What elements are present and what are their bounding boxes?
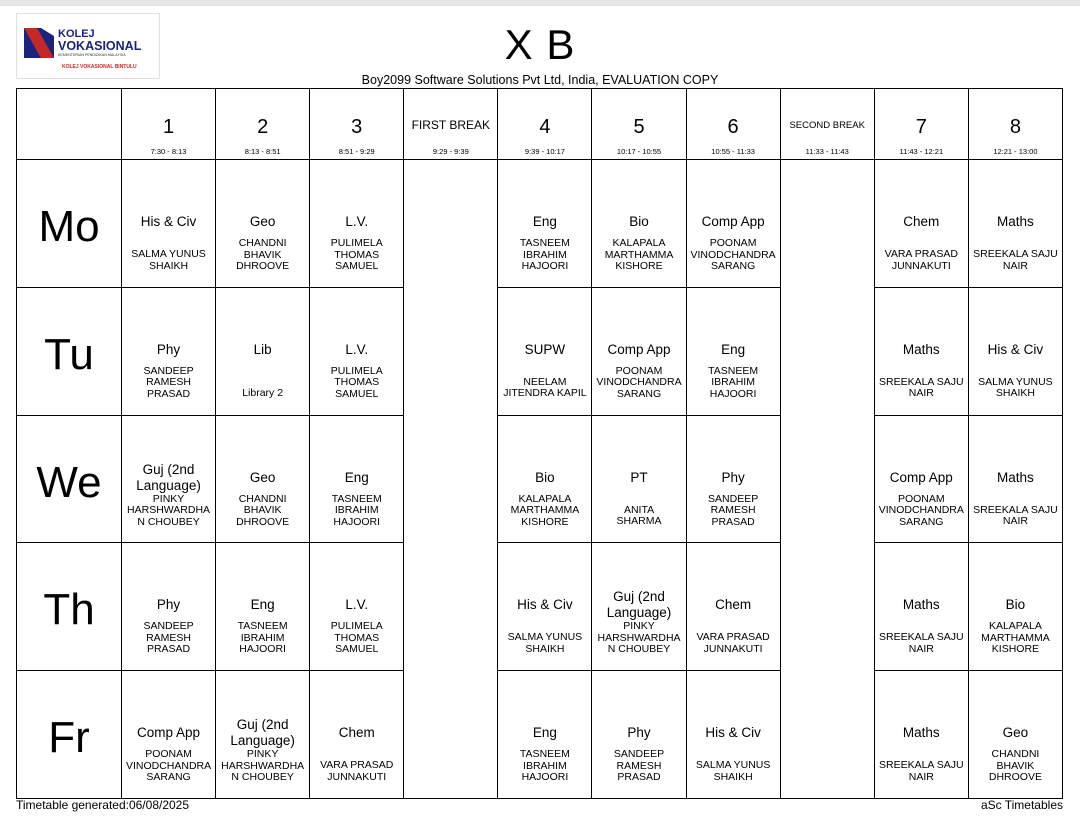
lesson-cell bbox=[592, 287, 686, 415]
subject-name: Chem bbox=[338, 725, 375, 741]
period-header bbox=[874, 89, 968, 160]
teacher-name: KALAPALA MARTHAMMA KISHORE bbox=[981, 620, 1050, 656]
teacher-name: SREEKALA SAJU NAIR bbox=[973, 503, 1058, 528]
subject-name: Maths bbox=[902, 597, 940, 613]
lesson-cell bbox=[216, 671, 310, 799]
lesson-cell bbox=[498, 415, 592, 543]
teacher-name: PULIMELA THOMAS SAMUEL bbox=[330, 364, 383, 400]
period-time: 10:17 - 10:55 bbox=[616, 147, 662, 156]
teacher-name: PINKY HARSHWARDHA N CHOUBEY bbox=[221, 748, 305, 784]
day-name: We bbox=[36, 457, 102, 507]
subject-name: Eng bbox=[344, 469, 369, 485]
day-name: Fr bbox=[48, 713, 90, 763]
subject-name: Comp App bbox=[701, 214, 765, 229]
teacher-name: POONAM VINODCHANDRA SARANG bbox=[690, 237, 776, 272]
lesson-cell bbox=[874, 543, 968, 671]
period-number: 2 bbox=[257, 116, 269, 138]
period-time: 7:30 - 8:13 bbox=[150, 147, 187, 156]
break-label: FIRST BREAK bbox=[411, 118, 491, 132]
period-time: 10:55 - 11:33 bbox=[711, 147, 755, 156]
lesson-cell bbox=[968, 671, 1062, 799]
subject-name: L.V. bbox=[345, 341, 369, 357]
period-number: 5 bbox=[633, 116, 645, 138]
day-row bbox=[17, 415, 1063, 543]
subject-name: Eng bbox=[532, 214, 557, 229]
subject-name: Bio bbox=[1005, 597, 1026, 613]
evaluation-notice: Boy2099 Software Solutions Pvt Ltd, India, EVALUATION COPY bbox=[361, 73, 719, 87]
subject-name: Comp App bbox=[889, 469, 953, 485]
teacher-name: ANITA SHARMA bbox=[616, 503, 662, 528]
teacher-name: SREEKALA SAJU NAIR bbox=[878, 375, 964, 400]
svg-text:KOLEJ: KOLEJ bbox=[58, 28, 95, 40]
teacher-name: POONAM VINODCHANDRA SARANG bbox=[125, 748, 212, 784]
teacher-name: SREEKALA SAJU NAIR bbox=[973, 248, 1058, 272]
break-column bbox=[780, 160, 874, 799]
period-number: 3 bbox=[351, 116, 363, 138]
lesson-cell bbox=[310, 415, 404, 543]
teacher-name: SREEKALA SAJU NAIR bbox=[878, 759, 964, 783]
period-header bbox=[310, 89, 404, 160]
subject-name: Eng bbox=[721, 341, 746, 357]
lesson-cell bbox=[216, 287, 310, 415]
period-header bbox=[686, 89, 780, 160]
lesson-cell bbox=[122, 160, 216, 288]
break-header bbox=[404, 89, 498, 160]
teacher-name: CHANDNI BHAVIK DHROOVE bbox=[236, 237, 290, 272]
lesson-cell bbox=[216, 415, 310, 543]
day-row bbox=[17, 671, 1063, 799]
subject-name: Maths bbox=[997, 214, 1034, 229]
day-row bbox=[17, 543, 1063, 671]
svg-text:KEMENTERIAN PENDIDIKAN MALAYSI: KEMENTERIAN PENDIDIKAN MALAYSIA bbox=[58, 53, 126, 57]
teacher-name: CHANDNI BHAVIK DHROOVE bbox=[988, 748, 1042, 784]
teacher-name: SANDEEP RAMESH PRASAD bbox=[143, 364, 194, 400]
teacher-name: TASNEEM IBRAHIM HAJOORI bbox=[519, 748, 570, 784]
period-number: 8 bbox=[1009, 116, 1021, 138]
lesson-cell bbox=[498, 160, 592, 288]
lesson-cell bbox=[686, 160, 780, 288]
day-label-cell bbox=[17, 543, 122, 671]
day-label-cell bbox=[17, 287, 122, 415]
teacher-name: KALAPALA MARTHAMMA KISHORE bbox=[510, 492, 580, 528]
top-strip bbox=[0, 0, 1080, 6]
break-label: SECOND BREAK bbox=[789, 120, 865, 131]
lesson-cell bbox=[216, 543, 310, 671]
period-header bbox=[122, 89, 216, 160]
teacher-name: SANDEEP RAMESH PRASAD bbox=[143, 620, 194, 656]
svg-text:KOLEJ VOKASIONAL BINTULU: KOLEJ VOKASIONAL BINTULU bbox=[62, 64, 137, 70]
teacher-name: TASNEEM IBRAHIM HAJOORI bbox=[519, 237, 570, 272]
period-header-row bbox=[17, 89, 1063, 160]
subject-name: Eng bbox=[532, 725, 557, 741]
subject-name: Maths bbox=[902, 725, 940, 741]
teacher-name: VARA PRASAD JUNNAKUTI bbox=[320, 759, 394, 783]
teacher-name: SALMA YUNUS SHAIKH bbox=[131, 248, 206, 272]
lesson-cell bbox=[310, 671, 404, 799]
day-row bbox=[17, 160, 1063, 288]
subject-name: Comp App bbox=[607, 341, 671, 357]
teacher-name: SREEKALA SAJU NAIR bbox=[878, 631, 964, 655]
teacher-name: PULIMELA THOMAS SAMUEL bbox=[330, 620, 383, 656]
teacher-name: VARA PRASAD JUNNAKUTI bbox=[696, 631, 770, 655]
lesson-cell bbox=[122, 671, 216, 799]
timetable-grid bbox=[16, 88, 1063, 799]
corner-cell bbox=[17, 89, 122, 160]
lesson-cell bbox=[874, 287, 968, 415]
subject-name: SUPW bbox=[524, 341, 566, 357]
subject-name: PT bbox=[630, 469, 648, 485]
subject-name: Lib bbox=[253, 341, 272, 357]
teacher-name: NEELAM JITENDRA KAPIL bbox=[503, 375, 587, 400]
teacher-name: PULIMELA THOMAS SAMUEL bbox=[330, 237, 383, 272]
subject-name: L.V. bbox=[345, 597, 369, 613]
lesson-cell bbox=[686, 287, 780, 415]
subject-name: His & Civ bbox=[140, 214, 197, 229]
subject-name: Eng bbox=[250, 597, 275, 613]
day-name: Th bbox=[43, 585, 95, 635]
lesson-cell bbox=[498, 287, 592, 415]
lesson-cell bbox=[310, 543, 404, 671]
lesson-cell bbox=[874, 671, 968, 799]
subject-name: His & Civ bbox=[987, 341, 1044, 357]
teacher-name: SANDEEP RAMESH PRASAD bbox=[708, 492, 759, 528]
lesson-cell bbox=[968, 287, 1062, 415]
period-time: 12:21 - 13:00 bbox=[993, 147, 1038, 156]
teacher-name: SALMA YUNUS SHAIKH bbox=[978, 375, 1053, 400]
lesson-cell bbox=[686, 543, 780, 671]
teacher-name: CHANDNI BHAVIK DHROOVE bbox=[236, 492, 290, 528]
software-brand: aSc Timetables bbox=[980, 798, 1063, 812]
lesson-cell bbox=[498, 671, 592, 799]
subject-name: L.V. bbox=[345, 214, 369, 229]
subject-name: His & Civ bbox=[705, 725, 761, 741]
lesson-cell bbox=[686, 415, 780, 543]
teacher-name: TASNEEM IBRAHIM HAJOORI bbox=[237, 620, 288, 656]
teacher-name: Library 2 bbox=[242, 386, 284, 399]
subject-name: Maths bbox=[997, 469, 1034, 485]
period-time: 11:43 - 12:21 bbox=[899, 147, 944, 156]
generated-date: Timetable generated:06/08/2025 bbox=[16, 798, 190, 812]
teacher-name: SANDEEP RAMESH PRASAD bbox=[613, 748, 665, 784]
subject-name: Comp App bbox=[137, 725, 201, 741]
break-header bbox=[780, 89, 874, 160]
lesson-cell bbox=[874, 160, 968, 288]
teacher-name: POONAM VINODCHANDRA SARANG bbox=[596, 364, 682, 400]
subject-name: His & Civ bbox=[517, 597, 573, 613]
lesson-cell bbox=[592, 415, 686, 543]
period-time: 9:29 - 9:39 bbox=[432, 147, 469, 156]
period-header bbox=[498, 89, 592, 160]
day-row bbox=[17, 287, 1063, 415]
lesson-cell bbox=[592, 543, 686, 671]
subject-name: Bio bbox=[535, 469, 555, 485]
subject-name: Guj (2nd Language) bbox=[230, 717, 295, 749]
lesson-cell bbox=[498, 543, 592, 671]
lesson-cell bbox=[122, 287, 216, 415]
teacher-name: SALMA YUNUS SHAIKH bbox=[695, 759, 771, 783]
period-header bbox=[592, 89, 686, 160]
lesson-cell bbox=[122, 543, 216, 671]
subject-name: Maths bbox=[902, 341, 940, 357]
day-name: Mo bbox=[38, 202, 100, 251]
period-number: 6 bbox=[727, 116, 739, 138]
subject-name: Geo bbox=[249, 469, 276, 485]
subject-name: Geo bbox=[249, 214, 276, 229]
subject-name: Phy bbox=[156, 597, 181, 613]
teacher-name: VARA PRASAD JUNNAKUTI bbox=[884, 248, 958, 272]
lesson-cell bbox=[686, 671, 780, 799]
lesson-cell bbox=[122, 415, 216, 543]
subject-name: Phy bbox=[627, 725, 651, 741]
subject-name: Chem bbox=[903, 214, 940, 229]
subject-name: Geo bbox=[1002, 725, 1029, 741]
lesson-cell bbox=[310, 287, 404, 415]
period-header bbox=[216, 89, 310, 160]
subject-name: Phy bbox=[156, 341, 181, 357]
lesson-cell bbox=[968, 543, 1062, 671]
break-column bbox=[404, 160, 498, 799]
subject-name: Phy bbox=[721, 469, 745, 485]
period-header bbox=[968, 89, 1062, 160]
subject-name: Chem bbox=[715, 597, 752, 613]
subject-name: Bio bbox=[629, 214, 649, 229]
lesson-cell bbox=[874, 415, 968, 543]
period-number: 7 bbox=[915, 116, 927, 138]
lesson-cell bbox=[592, 671, 686, 799]
day-label-cell bbox=[17, 671, 122, 799]
teacher-name: TASNEEM IBRAHIM HAJOORI bbox=[331, 492, 382, 528]
teacher-name: PINKY HARSHWARDHA N CHOUBEY bbox=[127, 492, 211, 528]
teacher-name: KALAPALA MARTHAMMA KISHORE bbox=[604, 237, 674, 272]
teacher-name: SALMA YUNUS SHAIKH bbox=[507, 631, 583, 655]
period-time: 8:13 - 8:51 bbox=[244, 147, 281, 156]
lesson-cell bbox=[968, 415, 1062, 543]
period-time: 11:33 - 11:43 bbox=[805, 147, 849, 156]
lesson-cell bbox=[216, 160, 310, 288]
day-label-cell bbox=[17, 415, 122, 543]
teacher-name: TASNEEM IBRAHIM HAJOORI bbox=[708, 364, 759, 400]
subject-name: Guj (2nd Language) bbox=[606, 589, 672, 621]
period-time: 8:51 - 9:29 bbox=[338, 147, 375, 156]
lesson-cell bbox=[968, 160, 1062, 288]
svg-text:VOKASIONAL: VOKASIONAL bbox=[58, 39, 142, 53]
period-number: 1 bbox=[162, 116, 175, 138]
subject-name: Guj (2nd Language) bbox=[136, 461, 201, 493]
lesson-cell bbox=[310, 160, 404, 288]
teacher-name: POONAM VINODCHANDRA SARANG bbox=[878, 492, 964, 528]
period-number: 4 bbox=[539, 116, 551, 138]
day-label-cell bbox=[17, 160, 122, 288]
day-name: Tu bbox=[44, 329, 94, 379]
period-time: 9:39 - 10:17 bbox=[524, 147, 565, 156]
teacher-name: PINKY HARSHWARDHA N CHOUBEY bbox=[597, 620, 681, 656]
lesson-cell bbox=[592, 160, 686, 288]
class-title: X B bbox=[504, 21, 576, 68]
